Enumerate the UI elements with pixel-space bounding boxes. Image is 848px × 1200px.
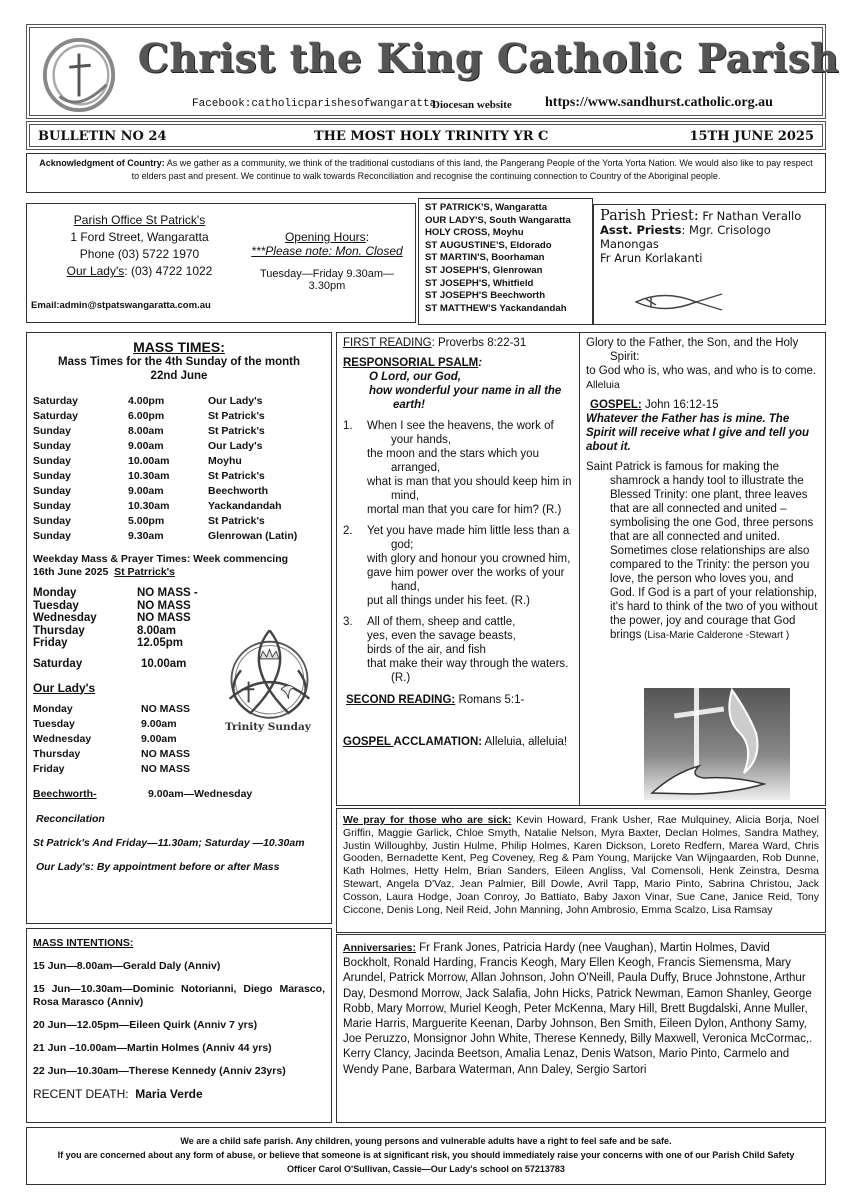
psalm-verse <box>343 524 573 608</box>
church-item: ST JOSEPH'S, Glenrowan <box>425 264 543 276</box>
church-item: ST PATRICK'S, Wangaratta <box>425 202 548 213</box>
mass-intentions-box <box>26 928 332 1123</box>
mass-place: Beechworth <box>208 485 269 497</box>
mass-times-table <box>33 395 325 545</box>
mass-place: St Patrick's <box>208 410 265 422</box>
mass-time-row <box>33 455 325 470</box>
sick-list <box>336 808 826 933</box>
day: Friday <box>33 762 65 775</box>
intention-item: 15 Jun—10.30am—Dominic Notorianni, Diego Marasco, Rosa Marasco (Anniv) <box>33 983 325 1008</box>
mass-time-row <box>33 530 325 545</box>
verse-line: All of them, sheep and cattle, <box>367 616 516 628</box>
verse-line: gave him power over the works of your hand, <box>367 567 565 593</box>
church-item: ST MARTIN'S, Boorhaman <box>425 252 545 264</box>
priests-box <box>593 204 826 325</box>
verse-line: put all things under his feet. (R.) <box>367 595 530 607</box>
verse-line: mortal man that you care for him? (R.) <box>367 504 562 516</box>
mass-time-row <box>33 410 325 425</box>
mass-day: Sunday <box>33 515 71 527</box>
glory-line-1: Glory to the Father, the Son, and the Holy Spirit: <box>586 337 799 363</box>
beechworth-label: Beechworth- <box>33 787 97 800</box>
mass-time-row <box>33 485 325 500</box>
time: 12.05pm <box>137 637 184 649</box>
parish-priest-name: Fr Nathan Verallo <box>698 209 802 223</box>
ichthys-fish-icon <box>634 291 724 313</box>
mass-day: Sunday <box>33 485 71 497</box>
verse-number: 1. <box>343 420 353 432</box>
church-item: HOLY CROSS, Moyhu <box>425 227 524 239</box>
mass-time-row <box>33 440 325 455</box>
parish-title: Christ the King Catholic Parish <box>138 36 840 82</box>
beechworth-row <box>33 788 325 803</box>
mass-day: Sunday <box>33 500 71 512</box>
reconciliation-st-patricks: St Patrick's And Friday—11.30am; Saturday —10.30am <box>33 836 305 849</box>
mass-place: St Patrick's <box>208 515 265 527</box>
mass-time-row <box>33 425 325 440</box>
intention-item: 15 Jun—8.00am—Gerald Daly (Anniv) <box>33 960 221 972</box>
reflection-author: (Lisa-Marie Calderone -Stewart ) <box>641 630 790 641</box>
mass-place: Glenrowan (Latin) <box>208 530 298 542</box>
sick-label: We pray for those who are sick: <box>343 814 512 826</box>
mass-day: Sunday <box>33 455 71 467</box>
verse-line: what is man that you should keep him in mind, <box>367 476 572 502</box>
day: Friday <box>33 637 68 649</box>
mass-time-row <box>33 470 325 485</box>
feast-title: THE MOST HOLY TRINITY YR C <box>314 129 549 144</box>
church-item: ST JOSEPH'S, Whitfield <box>425 277 534 289</box>
opening-hours-heading: Opening Hours <box>284 230 366 244</box>
cross-flame-hand-image <box>644 688 790 800</box>
acknowledgment-label: Acknowledgment of Country: <box>39 158 165 168</box>
time: NO MASS <box>141 747 191 760</box>
diocesan-website-label: Diocesan website <box>432 99 512 111</box>
mass-time: 10.00am <box>128 455 170 467</box>
glory-line-2: to God who is, who was, and who is to come. <box>586 365 817 377</box>
day: Wednesday <box>33 612 97 624</box>
time: NO MASS - <box>137 587 198 599</box>
weekday-row <box>33 600 325 613</box>
mass-time-row <box>33 500 325 515</box>
mass-time: 5.00pm <box>128 515 165 527</box>
psalm-colon: : <box>478 357 483 369</box>
verse-number: 2. <box>343 525 353 537</box>
weekday-heading: Weekday Mass & Prayer Times: Week commencing <box>33 553 289 565</box>
child-safety-line-1: We are a child safe parish. Any children, young persons and vulnerable adults have a right to feel safe and be safe. <box>180 1136 672 1146</box>
church-item: ST AUGUSTINE'S, Eldorado <box>425 239 552 251</box>
acknowledgment-of-country <box>26 153 826 193</box>
acknowledgment-text: As we gather as a community, we think of the traditional custodians of this land, the Pangerang People of the Yorta Yorta Nation. We would also like to pay respect to elders past and present. We continue to walk towards Reconciliation and recognise the continuing connection to Country of the Aboriginal people. <box>131 158 813 181</box>
church-item: OUR LADY'S, South Wangaratta <box>425 214 571 226</box>
asst-priest-2: Fr Arun Korlakanti <box>600 251 703 265</box>
opening-hours-colon: : <box>365 230 370 244</box>
masthead <box>26 24 840 119</box>
gospel-column <box>580 332 826 806</box>
bulletin-bar <box>26 121 826 150</box>
reconciliation-our-lady: Our Lady's: By appointment before or after Mass <box>36 860 280 873</box>
our-lady-label: Our Lady's <box>66 264 125 278</box>
time: NO MASS <box>141 702 191 715</box>
mass-place: Yackandandah <box>208 500 282 512</box>
intention-item: 22 Jun—10.30am—Therese Kennedy (Anniv 23yrs) <box>33 1065 286 1077</box>
child-safety-line-3: Officer Carol O'Sullivan, Cassie—Our Lady's school on 57213783 <box>287 1164 565 1174</box>
acclamation-gospel-label: GOSPEL <box>343 736 394 748</box>
church-item: ST JOSEPH'S Beechworth <box>425 290 546 302</box>
time: NO MASS <box>137 612 191 624</box>
second-reading-ref: Romans 5:1- <box>455 694 525 706</box>
child-safety-notice <box>26 1127 826 1185</box>
weekday-row <box>33 587 325 600</box>
parish-office <box>26 203 416 323</box>
mass-time: 9.30am <box>128 530 164 542</box>
acclamation-text: Alleluia, alleluia! <box>482 736 568 748</box>
weekday-row <box>33 748 325 763</box>
mass-time-row <box>33 395 325 410</box>
office-address: 1 Ford Street, Wangaratta <box>70 230 209 244</box>
our-lady-phone: : (03) 4722 1022 <box>124 264 213 278</box>
time: 10.00am <box>141 657 187 670</box>
mass-time: 8.00am <box>128 425 164 437</box>
verse-line: the moon and the stars which you arranged, <box>367 448 539 474</box>
acclamation-label: ACCLAMATION: <box>393 736 483 748</box>
time: 9.00am <box>141 717 177 730</box>
opening-hours-note: ***Please note: Mon. Closed <box>251 244 403 258</box>
weekday-church: St Patrrick's <box>114 566 176 578</box>
mass-time: 4.00pm <box>128 395 165 407</box>
mass-time: 10.30am <box>128 500 170 512</box>
trinity-caption: Trinity Sunday <box>225 721 311 733</box>
psalm-response-1: O Lord, our God, <box>369 371 461 383</box>
office-heading: Parish Office St Patrick's <box>73 213 206 227</box>
weekday-row <box>33 763 325 778</box>
mass-day: Sunday <box>33 440 71 452</box>
mass-place: Moyhu <box>208 455 242 467</box>
diocesan-website-link[interactable]: https://www.sandhurst.catholic.org.au <box>545 95 773 110</box>
mass-time: 9.00am <box>128 440 164 452</box>
trinity-symbol-icon <box>222 620 317 730</box>
verse-line: that make their way through the waters. (R.) <box>367 658 569 684</box>
day: Wednesday <box>33 732 92 745</box>
sick-names: Kevin Howard, Frank Usher, Rae Mulquiney, Alicia Borja, Noel Griffin, Maggie Garlick, Chloe Smyth, Natalie Nelson, Myra Baxter, Declan Holmes, Sandra Mathey, Justin Willoughby, Justin Hulme, Philip Holmes, Karen Dickson, Loreto Redfern, Marea Ward, Chris Gooden, Bernadette Kent, Peg Coveney, Reg & Pam Young, Marijcke Van Wijngaarden, Rob Dunne, Kath Holmes, Hetty Helm, Brian Sanders, Eileen Angliss, Val Comensoli, Henk Zeinstra, Desma Stewart, Angela D'Vaz, Jean Palmier, Bill Dowle, Avril Tapp, Mario Pinto, Sabrina Christou, Jack Cosson, Laura Hodge, Joan Conroy, Jo Battiato, Baby Jaxon Vinar, Sue Cane, Janice Reid, Tony Ciccone, Denis Long, Neil Reid, John Manning, John Ambrosio, Emma Scalzo, Lisa Ramsay <box>343 814 820 916</box>
office-email[interactable]: Email:admin@stpatswangaratta.com.au <box>31 300 211 311</box>
mass-day: Saturday <box>33 395 78 407</box>
gospel-quote: Whatever the Father has is mine. The Spirit will receive what I give and tell you about it. <box>586 413 810 453</box>
day: Thursday <box>33 747 81 760</box>
day: Monday <box>33 587 77 599</box>
alleluia: Alleluia <box>586 379 620 391</box>
time: NO MASS <box>141 762 191 775</box>
day: Tuesday <box>33 599 79 612</box>
time: 8.00am <box>137 624 177 637</box>
gospel-label: GOSPEL: <box>590 399 642 411</box>
verse-line: with glory and honour you crowned him, <box>367 553 571 565</box>
mass-time: 10.30am <box>128 470 170 482</box>
facebook-link[interactable]: Facebook:catholicparishesofwangaratta <box>192 98 437 110</box>
mass-time: 9.00am <box>128 485 164 497</box>
child-safety-line-2: If you are concerned about any form of abuse, or believe that someone is at significant risk, you should immediately raise your concerns with one of our Parish Child Safety <box>57 1150 795 1160</box>
reflection-text: Saint Patrick is famous for making the shamrock a handy tool to illustrate the Blessed Trinity: one plant, three leaves that are all connected and united – symbolising the one God, three persons that are all connected and united. Sometimes close relationships are also compared to the Trinity: the person you love, the person who loves you, and God. If God is a part of your relationship, it's hard to think of the two of you without the power, joy and courage that God brings <box>586 461 818 641</box>
psalm-verses <box>343 419 573 685</box>
day: Tuesday <box>33 717 75 730</box>
verse-line: When I see the heavens, the work of your hands, <box>367 420 554 446</box>
intention-item: 21 Jun –10.00am—Martin Holmes (Anniv 44 yrs) <box>33 1042 272 1054</box>
mass-time: 6.00pm <box>128 410 165 422</box>
anniversaries-label: Anniversaries: <box>343 942 416 954</box>
mass-place: St Patrick's <box>208 425 265 437</box>
mass-day: Sunday <box>33 425 71 437</box>
bulletin-date: 15TH JUNE 2025 <box>689 129 814 144</box>
mass-place: Our Lady's <box>208 395 263 407</box>
opening-hours: Tuesday—Friday 9.30am—3.30pm <box>259 268 395 292</box>
asst-priests-label: Asst. Priests <box>600 223 682 237</box>
psalm-response-2: how wonderful your name in all the earth! <box>369 385 562 411</box>
day: Thursday <box>33 624 85 637</box>
bulletin-number: BULLETIN NO 24 <box>38 129 167 144</box>
parish-priest-label: Parish Priest: <box>600 208 699 224</box>
asst-priest-1: : Mgr. Crisologo Manongas <box>600 223 771 251</box>
day: Monday <box>33 702 73 715</box>
verse-number: 3. <box>343 616 353 628</box>
recent-death-label: RECENT DEATH: <box>33 1087 129 1101</box>
church-item: ST MATTHEW'S Yackandandah <box>425 302 567 314</box>
intention-item: 20 Jun—12.05pm—Eileen Quirk (Anniv 7 yrs) <box>33 1019 258 1031</box>
mass-times-heading: MASS TIMES: <box>133 339 225 355</box>
psalm-label: RESPONSORIAL PSALM <box>343 357 479 369</box>
time: 9.00am <box>141 732 177 745</box>
anniversaries-names: Fr Frank Jones, Patricia Hardy (nee Vaughan), Martin Holmes, David Bockholt, Ronald Harding, Francis Keogh, Mary Ellen Keogh, Francis Siemensma, Mary Arundel, Patrick Morrow, Allan Johnson, John O'Neill, Paula Duffy, Bruce Johnstone, Arthur Day, Desmond Morrow, Jack Salafia, John Hicks, Patrick Newman, Eamon Shanley, George Robb, Mary Morrow, Muriel Keogh, Peter McKenna, Mary Hill, Brett Bugdalski, Anne Muller, Marie Harris, Marguerite Keenan, Darby Johnson, Ben Smith, Eileen Dylon, Anthony Samy, Joe Peruzzo, Monsignor John White, Therese Kennedy, Billy Maxwell, Veronica McCormac,. Kerry Clancy, Jacinda Beetson, Amalia Lenaz, Denis Watson, Mario Pinto, Carmelo and Wendy Pane, Barbara Waterman, Ann Daley, Sergio Sartori <box>343 942 813 1076</box>
mass-times-box <box>26 332 332 924</box>
mass-time-row <box>33 515 325 530</box>
mass-day: Sunday <box>33 530 71 542</box>
time: NO MASS <box>137 599 191 612</box>
verse-line: yes, even the savage beasts, <box>367 630 516 642</box>
mass-day: Saturday <box>33 410 78 422</box>
intentions-heading: MASS INTENTIONS: <box>33 937 134 949</box>
mass-times-subdate: 22nd June <box>150 370 208 382</box>
second-reading-label: SECOND READING: <box>346 694 456 706</box>
mass-place: Our Lady's <box>208 440 263 452</box>
weekday-date: 16th June 2025 <box>33 566 109 578</box>
church-list <box>418 198 593 325</box>
anniversaries-list <box>336 934 826 1123</box>
our-lady-heading: Our Lady's <box>33 680 96 695</box>
recent-death-name: Maria Verde <box>135 1087 203 1101</box>
psalm-verse <box>343 419 573 517</box>
office-phone: Phone (03) 5722 1970 <box>79 247 200 261</box>
gospel-ref: John 16:12-15 <box>641 399 719 411</box>
reconciliation-heading: Reconcilation <box>36 812 105 825</box>
first-reading-ref: : Proverbs 8:22-31 <box>431 337 527 349</box>
verse-line: Yet you have made him little less than a god; <box>367 525 570 551</box>
mass-times-subheading: Mass Times for the 4th Sunday of the month <box>58 356 300 368</box>
mass-day: Sunday <box>33 470 71 482</box>
readings-column <box>336 332 580 806</box>
parish-logo-icon <box>40 36 118 114</box>
beechworth-time: 9.00am—Wednesday <box>148 787 253 800</box>
first-reading-label: FIRST READING <box>343 337 432 349</box>
psalm-verse <box>343 615 573 685</box>
day: Saturday <box>33 657 83 670</box>
weekday-row <box>33 733 325 748</box>
verse-line: birds of the air, and fish <box>367 644 486 656</box>
mass-place: St Patrick's <box>208 470 265 482</box>
